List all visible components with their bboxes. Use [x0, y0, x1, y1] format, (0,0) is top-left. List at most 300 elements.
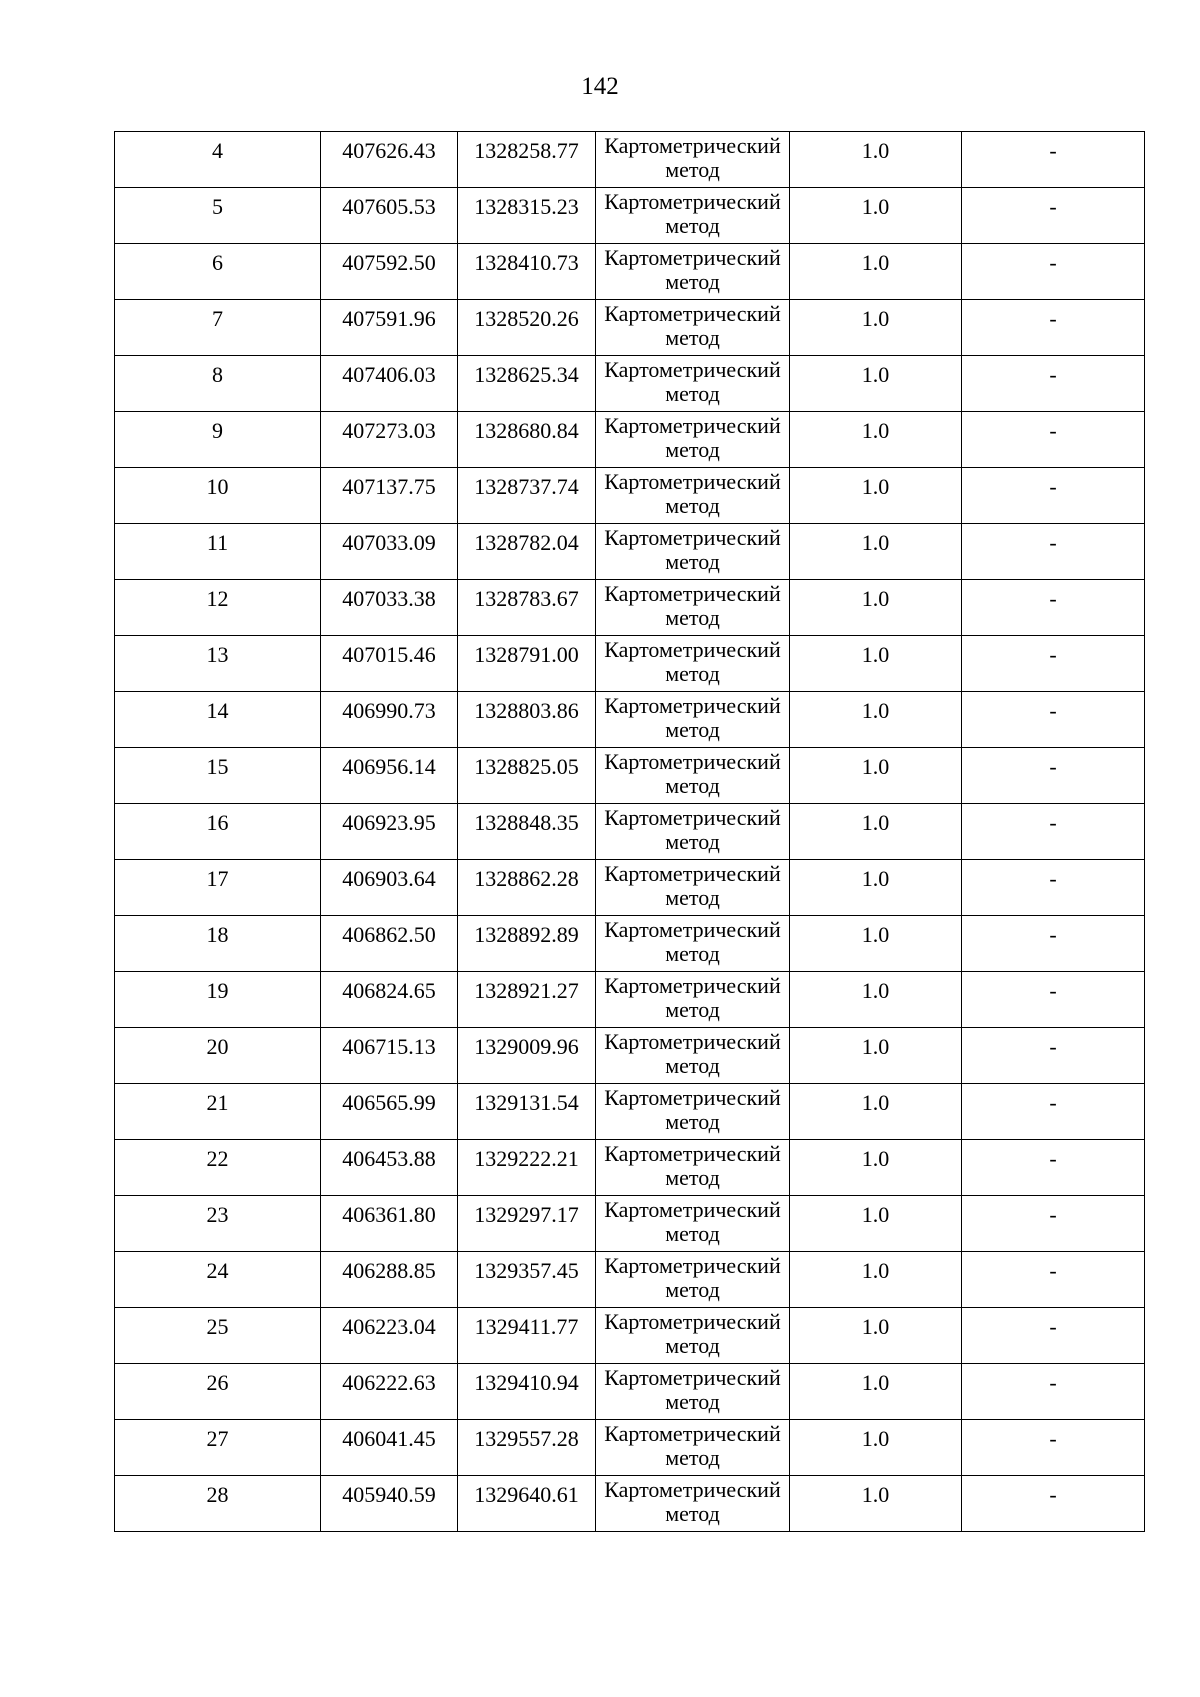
x-coordinate-value: 407033.38 [342, 586, 436, 611]
table-row [115, 580, 1145, 636]
y-coordinate-cell [458, 804, 596, 860]
point-number-value: 13 [206, 642, 229, 667]
x-coordinate-cell [321, 636, 458, 692]
y-coordinate-value: 1328737.74 [474, 474, 579, 499]
accuracy-value: 1.0 [861, 754, 890, 779]
point-number-cell [115, 412, 321, 468]
accuracy-value: 1.0 [861, 642, 890, 667]
method-cell [596, 1364, 790, 1420]
note-cell [962, 1476, 1145, 1532]
note-cell [962, 1140, 1145, 1196]
x-coordinate-value: 406041.45 [342, 1426, 436, 1451]
method-line-1: Картометрический [604, 301, 781, 326]
x-coordinate-cell [321, 972, 458, 1028]
method-cell [596, 972, 790, 1028]
point-number-value: 8 [212, 362, 223, 387]
accuracy-cell [790, 1028, 962, 1084]
note-value: - [1049, 1426, 1057, 1451]
x-coordinate-cell [321, 524, 458, 580]
y-coordinate-cell [458, 300, 596, 356]
method-line-1: Картометрический [604, 805, 781, 830]
x-coordinate-value: 407626.43 [342, 138, 436, 163]
note-cell [962, 860, 1145, 916]
point-number-value: 11 [206, 530, 229, 555]
note-value: - [1049, 754, 1057, 779]
x-coordinate-cell [321, 860, 458, 916]
method-line-2: метод [665, 1445, 720, 1470]
note-cell [962, 188, 1145, 244]
method-line-1: Картометрический [604, 581, 781, 606]
y-coordinate-value: 1328791.00 [474, 642, 579, 667]
y-coordinate-value: 1328803.86 [474, 698, 579, 723]
x-coordinate-value: 407033.09 [342, 530, 436, 555]
x-coordinate-value: 407591.96 [342, 306, 436, 331]
accuracy-cell [790, 1420, 962, 1476]
y-coordinate-cell [458, 748, 596, 804]
x-coordinate-value: 406222.63 [342, 1370, 436, 1395]
accuracy-value: 1.0 [861, 1258, 890, 1283]
accuracy-value: 1.0 [861, 362, 890, 387]
method-line-2: метод [665, 997, 720, 1022]
method-line-1: Картометрический [604, 973, 781, 998]
y-coordinate-cell [458, 972, 596, 1028]
method-line-1: Картометрический [604, 749, 781, 774]
x-coordinate-value: 406565.99 [342, 1090, 436, 1115]
method-line-2: метод [665, 773, 720, 798]
method-cell [596, 1252, 790, 1308]
point-number-cell [115, 468, 321, 524]
x-coordinate-value: 406715.13 [342, 1034, 436, 1059]
note-value: - [1049, 1314, 1057, 1339]
x-coordinate-cell [321, 468, 458, 524]
note-value: - [1049, 1146, 1057, 1171]
point-number-value: 4 [212, 138, 223, 163]
coordinates-table [114, 131, 1145, 1532]
point-number-value: 6 [212, 250, 223, 275]
method-cell [596, 1140, 790, 1196]
point-number-cell [115, 1364, 321, 1420]
accuracy-cell [790, 1308, 962, 1364]
method-line-2: метод [665, 1053, 720, 1078]
note-value: - [1049, 306, 1057, 331]
method-cell [596, 804, 790, 860]
method-cell [596, 692, 790, 748]
method-line-1: Картометрический [604, 357, 781, 382]
x-coordinate-cell [321, 300, 458, 356]
y-coordinate-cell [458, 412, 596, 468]
note-cell [962, 356, 1145, 412]
note-value: - [1049, 474, 1057, 499]
point-number-cell [115, 1196, 321, 1252]
y-coordinate-value: 1329297.17 [474, 1202, 579, 1227]
note-cell [962, 804, 1145, 860]
method-line-2: метод [665, 1109, 720, 1134]
accuracy-value: 1.0 [861, 922, 890, 947]
accuracy-value: 1.0 [861, 1370, 890, 1395]
point-number-value: 16 [206, 810, 229, 835]
x-coordinate-value: 407137.75 [342, 474, 436, 499]
accuracy-value: 1.0 [861, 306, 890, 331]
method-line-2: метод [665, 493, 720, 518]
note-value: - [1049, 810, 1057, 835]
x-coordinate-cell [321, 1308, 458, 1364]
method-line-2: метод [665, 1277, 720, 1302]
note-cell [962, 1308, 1145, 1364]
note-value: - [1049, 138, 1057, 163]
table-row [115, 1140, 1145, 1196]
x-coordinate-cell [321, 356, 458, 412]
method-line-1: Картометрический [604, 469, 781, 494]
accuracy-cell [790, 692, 962, 748]
y-coordinate-cell [458, 1364, 596, 1420]
note-cell [962, 1420, 1145, 1476]
accuracy-cell [790, 860, 962, 916]
accuracy-value: 1.0 [861, 418, 890, 443]
point-number-value: 5 [212, 194, 223, 219]
y-coordinate-value: 1328892.89 [474, 922, 579, 947]
accuracy-cell [790, 580, 962, 636]
table-row [115, 1084, 1145, 1140]
method-line-2: метод [665, 941, 720, 966]
method-line-1: Картометрический [604, 1365, 781, 1390]
method-line-2: метод [665, 605, 720, 630]
y-coordinate-value: 1328680.84 [474, 418, 579, 443]
y-coordinate-cell [458, 356, 596, 412]
y-coordinate-value: 1329640.61 [474, 1482, 579, 1507]
method-line-2: метод [665, 381, 720, 406]
x-coordinate-value: 405940.59 [342, 1482, 436, 1507]
point-number-cell [115, 244, 321, 300]
table-row [115, 1476, 1145, 1532]
x-coordinate-value: 407406.03 [342, 362, 436, 387]
method-line-1: Картометрический [604, 133, 781, 158]
coordinates-table-body [115, 132, 1145, 1532]
point-number-value: 24 [206, 1258, 229, 1283]
note-value: - [1049, 866, 1057, 891]
method-cell [596, 748, 790, 804]
accuracy-value: 1.0 [861, 810, 890, 835]
accuracy-cell [790, 748, 962, 804]
x-coordinate-cell [321, 1028, 458, 1084]
y-coordinate-value: 1329222.21 [474, 1146, 579, 1171]
accuracy-cell [790, 1140, 962, 1196]
y-coordinate-value: 1329410.94 [474, 1370, 579, 1395]
method-line-1: Картометрический [604, 693, 781, 718]
accuracy-value: 1.0 [861, 1202, 890, 1227]
point-number-value: 21 [206, 1090, 229, 1115]
note-cell [962, 1028, 1145, 1084]
method-cell [596, 580, 790, 636]
table-row [115, 1028, 1145, 1084]
y-coordinate-value: 1329557.28 [474, 1426, 579, 1451]
y-coordinate-cell [458, 636, 596, 692]
x-coordinate-value: 407015.46 [342, 642, 436, 667]
x-coordinate-cell [321, 916, 458, 972]
table-row [115, 300, 1145, 356]
point-number-cell [115, 916, 321, 972]
y-coordinate-value: 1328258.77 [474, 138, 579, 163]
x-coordinate-value: 406453.88 [342, 1146, 436, 1171]
point-number-cell [115, 300, 321, 356]
method-line-2: метод [665, 1165, 720, 1190]
x-coordinate-cell [321, 1196, 458, 1252]
x-coordinate-value: 406956.14 [342, 754, 436, 779]
method-line-1: Картометрический [604, 245, 781, 270]
note-cell [962, 412, 1145, 468]
y-coordinate-value: 1329131.54 [474, 1090, 579, 1115]
table-row [115, 1364, 1145, 1420]
note-cell [962, 1196, 1145, 1252]
y-coordinate-cell [458, 860, 596, 916]
accuracy-value: 1.0 [861, 250, 890, 275]
x-coordinate-value: 407592.50 [342, 250, 436, 275]
y-coordinate-cell [458, 916, 596, 972]
method-line-2: метод [665, 829, 720, 854]
x-coordinate-value: 407605.53 [342, 194, 436, 219]
point-number-cell [115, 580, 321, 636]
method-line-1: Картометрический [604, 1309, 781, 1334]
note-value: - [1049, 642, 1057, 667]
table-row [115, 860, 1145, 916]
note-value: - [1049, 586, 1057, 611]
method-line-2: метод [665, 1389, 720, 1414]
note-value: - [1049, 1034, 1057, 1059]
point-number-value: 25 [206, 1314, 229, 1339]
point-number-cell [115, 524, 321, 580]
table-row [115, 636, 1145, 692]
note-cell [962, 468, 1145, 524]
accuracy-value: 1.0 [861, 1482, 890, 1507]
method-cell [596, 1028, 790, 1084]
method-line-1: Картометрический [604, 861, 781, 886]
table-row [115, 1308, 1145, 1364]
note-cell [962, 748, 1145, 804]
accuracy-value: 1.0 [861, 1426, 890, 1451]
accuracy-cell [790, 244, 962, 300]
note-cell [962, 636, 1145, 692]
accuracy-value: 1.0 [861, 194, 890, 219]
point-number-value: 26 [206, 1370, 229, 1395]
table-row [115, 1196, 1145, 1252]
table-row [115, 412, 1145, 468]
table-row [115, 692, 1145, 748]
accuracy-value: 1.0 [861, 866, 890, 891]
method-line-1: Картометрический [604, 413, 781, 438]
y-coordinate-value: 1328921.27 [474, 978, 579, 1003]
y-coordinate-value: 1329411.77 [474, 1314, 579, 1339]
accuracy-cell [790, 188, 962, 244]
x-coordinate-value: 406288.85 [342, 1258, 436, 1283]
point-number-cell [115, 748, 321, 804]
y-coordinate-cell [458, 524, 596, 580]
point-number-value: 19 [206, 978, 229, 1003]
y-coordinate-cell [458, 1420, 596, 1476]
accuracy-value: 1.0 [861, 698, 890, 723]
note-cell [962, 244, 1145, 300]
point-number-cell [115, 1308, 321, 1364]
y-coordinate-cell [458, 1196, 596, 1252]
point-number-cell [115, 972, 321, 1028]
accuracy-cell [790, 300, 962, 356]
point-number-value: 15 [206, 754, 229, 779]
accuracy-cell [790, 636, 962, 692]
method-cell [596, 916, 790, 972]
method-cell [596, 300, 790, 356]
note-cell [962, 972, 1145, 1028]
method-line-2: метод [665, 1221, 720, 1246]
method-line-1: Картометрический [604, 1197, 781, 1222]
point-number-value: 27 [206, 1426, 229, 1451]
point-number-cell [115, 636, 321, 692]
method-line-1: Картометрический [604, 917, 781, 942]
method-line-2: метод [665, 885, 720, 910]
table-row [115, 1252, 1145, 1308]
note-value: - [1049, 194, 1057, 219]
table-row [115, 916, 1145, 972]
y-coordinate-value: 1328862.28 [474, 866, 579, 891]
method-cell [596, 1308, 790, 1364]
y-coordinate-value: 1328848.35 [474, 810, 579, 835]
x-coordinate-cell [321, 748, 458, 804]
table-row [115, 244, 1145, 300]
accuracy-cell [790, 356, 962, 412]
method-line-1: Картометрический [604, 1253, 781, 1278]
note-value: - [1049, 698, 1057, 723]
page-number: 142 [581, 73, 619, 100]
accuracy-value: 1.0 [861, 1146, 890, 1171]
accuracy-cell [790, 1476, 962, 1532]
y-coordinate-cell [458, 1140, 596, 1196]
accuracy-value: 1.0 [861, 530, 890, 555]
method-cell [596, 1476, 790, 1532]
x-coordinate-cell [321, 692, 458, 748]
accuracy-cell [790, 1084, 962, 1140]
method-cell [596, 860, 790, 916]
note-value: - [1049, 530, 1057, 555]
x-coordinate-cell [321, 412, 458, 468]
accuracy-value: 1.0 [861, 474, 890, 499]
x-coordinate-cell [321, 1364, 458, 1420]
method-line-2: метод [665, 1333, 720, 1358]
method-cell [596, 188, 790, 244]
method-line-2: метод [665, 549, 720, 574]
method-line-1: Картометрический [604, 1141, 781, 1166]
x-coordinate-value: 406824.65 [342, 978, 436, 1003]
y-coordinate-value: 1328410.73 [474, 250, 579, 275]
y-coordinate-value: 1328783.67 [474, 586, 579, 611]
point-number-value: 18 [206, 922, 229, 947]
note-value: - [1049, 1482, 1057, 1507]
point-number-cell [115, 1476, 321, 1532]
y-coordinate-value: 1329009.96 [474, 1034, 579, 1059]
note-value: - [1049, 1202, 1057, 1227]
note-value: - [1049, 250, 1057, 275]
point-number-value: 7 [212, 306, 223, 331]
x-coordinate-value: 407273.03 [342, 418, 436, 443]
method-cell [596, 636, 790, 692]
method-line-2: метод [665, 325, 720, 350]
point-number-cell [115, 1028, 321, 1084]
note-cell [962, 580, 1145, 636]
note-value: - [1049, 1258, 1057, 1283]
note-cell [962, 1364, 1145, 1420]
x-coordinate-cell [321, 244, 458, 300]
x-coordinate-cell [321, 1140, 458, 1196]
y-coordinate-cell [458, 1476, 596, 1532]
y-coordinate-cell [458, 1028, 596, 1084]
note-value: - [1049, 1370, 1057, 1395]
point-number-value: 12 [206, 586, 229, 611]
accuracy-cell [790, 524, 962, 580]
point-number-value: 17 [206, 866, 229, 891]
accuracy-cell [790, 1196, 962, 1252]
y-coordinate-cell [458, 1252, 596, 1308]
y-coordinate-value: 1328315.23 [474, 194, 579, 219]
accuracy-value: 1.0 [861, 978, 890, 1003]
method-line-1: Картометрический [604, 189, 781, 214]
y-coordinate-cell [458, 188, 596, 244]
note-cell [962, 524, 1145, 580]
point-number-value: 10 [206, 474, 229, 499]
method-line-1: Картометрический [604, 1085, 781, 1110]
accuracy-cell [790, 916, 962, 972]
method-line-1: Картометрический [604, 1421, 781, 1446]
point-number-cell [115, 1084, 321, 1140]
x-coordinate-cell [321, 580, 458, 636]
method-cell [596, 1420, 790, 1476]
method-cell [596, 132, 790, 188]
accuracy-cell [790, 132, 962, 188]
accuracy-value: 1.0 [861, 1314, 890, 1339]
method-line-1: Картометрический [604, 525, 781, 550]
method-line-2: метод [665, 1501, 720, 1526]
point-number-cell [115, 804, 321, 860]
accuracy-value: 1.0 [861, 138, 890, 163]
x-coordinate-value: 406990.73 [342, 698, 436, 723]
note-cell [962, 132, 1145, 188]
x-coordinate-cell [321, 132, 458, 188]
method-line-2: метод [665, 437, 720, 462]
point-number-cell [115, 1420, 321, 1476]
note-value: - [1049, 1090, 1057, 1115]
point-number-value: 23 [206, 1202, 229, 1227]
accuracy-cell [790, 468, 962, 524]
method-line-1: Картометрический [604, 637, 781, 662]
method-line-2: метод [665, 717, 720, 742]
x-coordinate-value: 406903.64 [342, 866, 436, 891]
y-coordinate-value: 1328625.34 [474, 362, 579, 387]
point-number-cell [115, 1140, 321, 1196]
accuracy-cell [790, 804, 962, 860]
note-value: - [1049, 418, 1057, 443]
y-coordinate-cell [458, 1084, 596, 1140]
table-row [115, 804, 1145, 860]
y-coordinate-cell [458, 244, 596, 300]
note-cell [962, 300, 1145, 356]
table-row [115, 748, 1145, 804]
table-row [115, 972, 1145, 1028]
table-row [115, 1420, 1145, 1476]
method-line-1: Картометрический [604, 1029, 781, 1054]
point-number-value: 20 [206, 1034, 229, 1059]
point-number-cell [115, 132, 321, 188]
method-cell [596, 412, 790, 468]
note-value: - [1049, 922, 1057, 947]
note-value: - [1049, 978, 1057, 1003]
x-coordinate-cell [321, 1476, 458, 1532]
accuracy-cell [790, 412, 962, 468]
accuracy-value: 1.0 [861, 586, 890, 611]
